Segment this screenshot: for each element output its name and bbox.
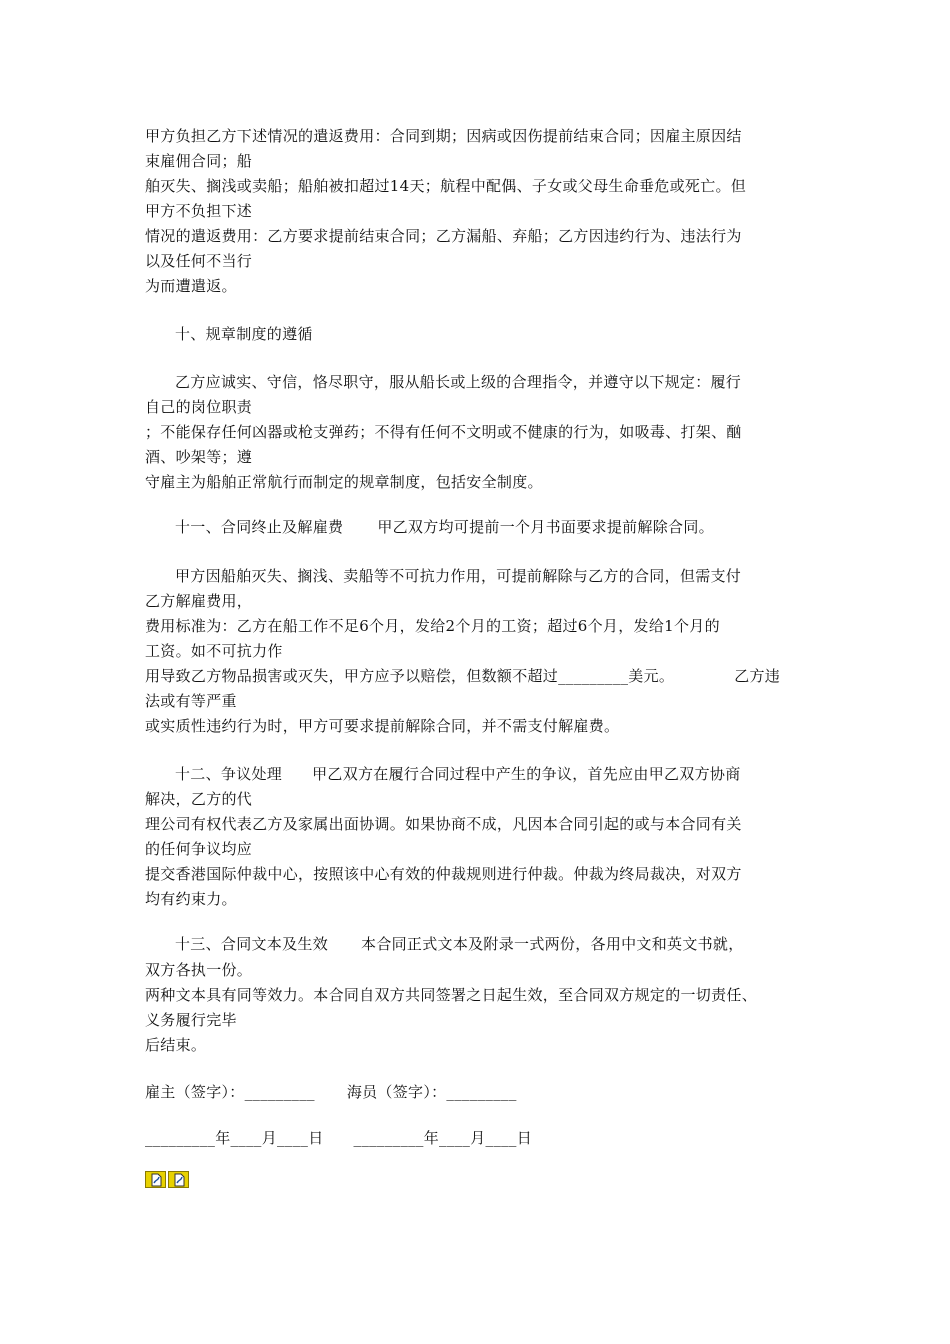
icon-row xyxy=(145,1171,189,1188)
para-10-line-4: 酒、吵架等；遵 xyxy=(145,448,253,466)
section-13-title: 十三、合同文本及生效 xyxy=(175,935,329,953)
para-1-line-7: 为而遭遣返。 xyxy=(145,277,237,295)
para-11-line-5-text: 用导致乙方物品损害或灭失，甲方应予以赔偿，但数额不超过_________美元。 xyxy=(145,667,675,685)
para-1-line-3: 舶灭失、搁浅或卖船；船舶被扣超过14天；航程中配偶、子女或父母生命垂危或死亡。但 xyxy=(145,177,747,195)
para-11-line-6: 法或有等严重 xyxy=(145,692,237,710)
para-11-line-5-tail: 乙方违 xyxy=(734,667,781,685)
signature-line xyxy=(145,1082,517,1102)
para-10-line-5: 守雇主为船舶正常航行而制定的规章制度，包括安全制度。 xyxy=(145,473,543,491)
seaman-signature: 海员（签字）：_________ xyxy=(346,1083,517,1101)
para-13-line-5: 后结束。 xyxy=(145,1036,207,1054)
page-icon[interactable] xyxy=(145,1171,166,1188)
para-13-line-4: 义务履行完毕 xyxy=(145,1011,237,1029)
section-10-heading: 十、规章制度的遵循 xyxy=(175,325,313,343)
section-13-heading xyxy=(175,934,744,954)
date-line xyxy=(145,1128,532,1148)
para-12-line-4: 的任何争议均应 xyxy=(145,840,253,858)
para-11-line-7: 或实质性违约行为时，甲方可要求提前解除合同，并不需支付解雇费。 xyxy=(145,717,620,735)
section-11-heading xyxy=(175,517,714,537)
para-11-line-1: 甲方因船舶灭失、搁浅、卖船等不可抗力作用，可提前解除与乙方的合同，但需支付 xyxy=(175,567,742,585)
para-12-line-5: 提交香港国际仲裁中心，按照该中心有效的仲裁规则进行仲裁。仲裁为终局裁决，对双方 xyxy=(145,865,742,883)
section-12-heading xyxy=(175,764,741,784)
para-10-line-2: 自己的岗位职责 xyxy=(145,398,253,416)
section-11-title: 十一、合同终止及解雇费 xyxy=(175,518,344,536)
para-13-line-3: 两种文本具有同等效力。本合同自双方共同签署之日起生效，至合同双方规定的一切责任、 xyxy=(145,986,758,1004)
para-11-line-5 xyxy=(145,666,780,686)
para-12-line-2: 解决，乙方的代 xyxy=(145,790,253,808)
para-1-line-1: 甲方负担乙方下述情况的遣返费用：合同到期；因病或因伤提前结束合同；因雇主原因结 xyxy=(145,127,742,145)
para-1-line-4: 甲方不负担下述 xyxy=(145,202,253,220)
para-12-line-6: 均有约束力。 xyxy=(145,890,237,908)
para-13-line-2: 双方各执一份。 xyxy=(145,961,253,979)
seaman-date: _________年____月____日 xyxy=(353,1129,533,1147)
para-12-line-3: 理公司有权代表乙方及家属出面协调。如果协商不成，凡因本合同引起的或与本合同有关 xyxy=(145,815,742,833)
para-1-line-5: 情况的遣返费用：乙方要求提前结束合同；乙方漏船、弃船；乙方因违约行为、违法行为 xyxy=(145,227,742,245)
section-11-text: 甲乙双方均可提前一个月书面要求提前解除合同。 xyxy=(377,518,714,536)
page-icon[interactable] xyxy=(168,1171,189,1188)
para-10-line-1: 乙方应诚实、守信，恪尽职守，服从船长或上级的合理指令，并遵守以下规定：履行 xyxy=(175,373,742,391)
para-11-line-2: 乙方解雇费用， xyxy=(145,592,253,610)
section-13-text: 本合同正式文本及附录一式两份，各用中文和英文书就， xyxy=(361,935,744,953)
para-11-line-4: 工资。如不可抗力作 xyxy=(145,642,283,660)
section-12-title: 十二、争议处理 xyxy=(175,765,283,783)
employer-date: _________年____月____日 xyxy=(145,1129,324,1147)
para-10-line-3: ；不能保存任何凶器或枪支弹药；不得有任何不文明或不健康的行为，如吸毒、打架、酗 xyxy=(145,423,742,441)
employer-signature: 雇主（签字）：_________ xyxy=(145,1083,315,1101)
section-12-text: 甲乙双方在履行合同过程中产生的争议，首先应由甲乙双方协商 xyxy=(312,765,741,783)
para-1-line-6: 以及任何不当行 xyxy=(145,252,253,270)
para-1-line-2: 束雇佣合同；船 xyxy=(145,152,253,170)
para-11-line-3: 费用标准为：乙方在船工作不足6个月，发给2个月的工资；超过6个月，发给1个月的 xyxy=(145,617,720,635)
